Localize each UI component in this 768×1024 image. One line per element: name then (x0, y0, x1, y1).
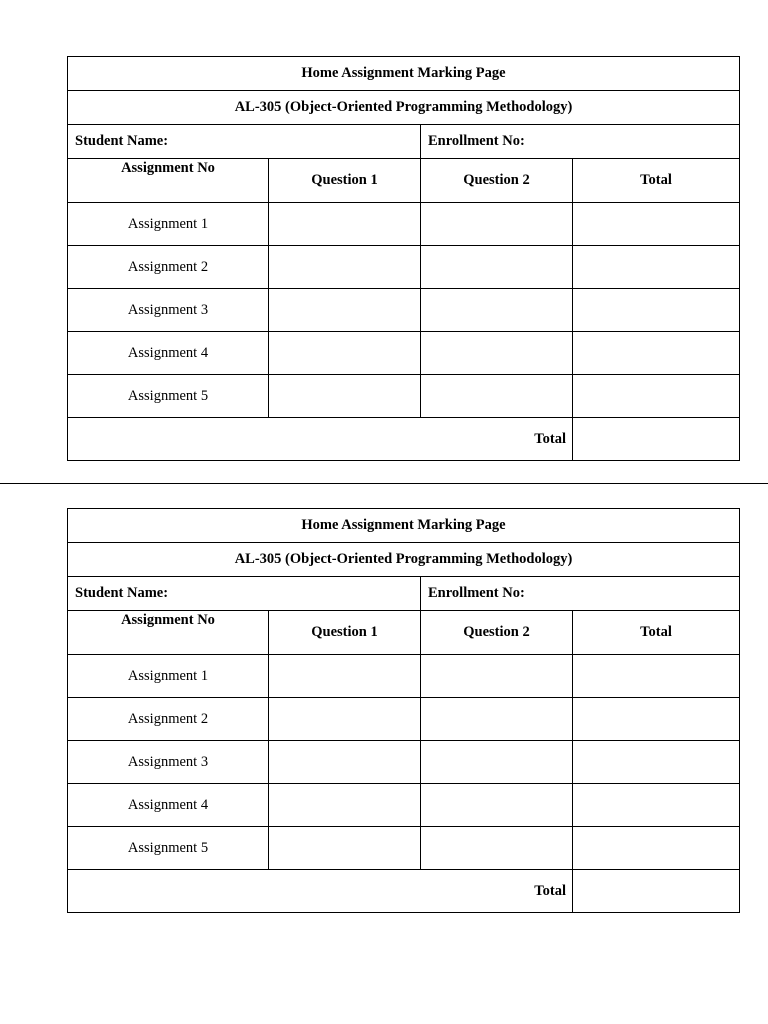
column-header-total: Total (573, 611, 740, 655)
question-2-mark-cell (421, 698, 573, 741)
table-row (68, 827, 740, 870)
question-1-mark-cell (269, 827, 421, 870)
marking-sheet-2 (67, 508, 739, 913)
table-row (68, 698, 740, 741)
total-mark-cell (573, 741, 740, 784)
column-header-assignment-no: Assignment No (68, 611, 269, 655)
question-1-mark-cell (269, 332, 421, 375)
question-1-mark-cell (269, 375, 421, 418)
total-mark-cell (573, 784, 740, 827)
course-title: AL-305 (Object-Oriented Programming Methodology) (68, 91, 740, 125)
question-1-mark-cell (269, 655, 421, 698)
assignment-label: Assignment 4 (68, 332, 269, 375)
column-header-question-1: Question 1 (269, 159, 421, 203)
question-2-mark-cell (421, 332, 573, 375)
assignment-label: Assignment 1 (68, 655, 269, 698)
column-header-question-1: Question 1 (269, 611, 421, 655)
grand-total-cell (573, 418, 740, 461)
assignment-label: Assignment 2 (68, 698, 269, 741)
total-mark-cell (573, 289, 740, 332)
table-row (68, 203, 740, 246)
question-2-mark-cell (421, 827, 573, 870)
enrollment-no-label: Enrollment No: (421, 577, 740, 611)
grand-total-label: Total (68, 418, 573, 461)
column-header-total: Total (573, 159, 740, 203)
total-mark-cell (573, 332, 740, 375)
student-name-label: Student Name: (68, 125, 421, 159)
table-row (68, 289, 740, 332)
assignment-label: Assignment 3 (68, 289, 269, 332)
question-1-mark-cell (269, 698, 421, 741)
question-2-mark-cell (421, 375, 573, 418)
assignment-label: Assignment 5 (68, 375, 269, 418)
table-row (68, 332, 740, 375)
column-header-question-2: Question 2 (421, 611, 573, 655)
grand-total-cell (573, 870, 740, 913)
question-1-mark-cell (269, 246, 421, 289)
assignment-label: Assignment 4 (68, 784, 269, 827)
page-title: Home Assignment Marking Page (68, 57, 740, 91)
enrollment-no-label: Enrollment No: (421, 125, 740, 159)
assignment-label: Assignment 3 (68, 741, 269, 784)
table-row (68, 784, 740, 827)
question-2-mark-cell (421, 246, 573, 289)
marking-sheet-1 (67, 56, 739, 461)
total-mark-cell (573, 655, 740, 698)
question-2-mark-cell (421, 655, 573, 698)
assignment-label: Assignment 5 (68, 827, 269, 870)
total-mark-cell (573, 698, 740, 741)
question-2-mark-cell (421, 741, 573, 784)
total-mark-cell (573, 827, 740, 870)
column-header-assignment-no: Assignment No (68, 159, 269, 203)
page-title: Home Assignment Marking Page (68, 509, 740, 543)
assignment-label: Assignment 1 (68, 203, 269, 246)
table-row (68, 246, 740, 289)
column-header-question-2: Question 2 (421, 159, 573, 203)
course-title: AL-305 (Object-Oriented Programming Methodology) (68, 543, 740, 577)
total-mark-cell (573, 246, 740, 289)
question-1-mark-cell (269, 203, 421, 246)
marking-table (67, 508, 740, 913)
assignment-label: Assignment 2 (68, 246, 269, 289)
question-1-mark-cell (269, 741, 421, 784)
total-mark-cell (573, 375, 740, 418)
question-1-mark-cell (269, 289, 421, 332)
total-mark-cell (573, 203, 740, 246)
question-2-mark-cell (421, 289, 573, 332)
student-name-label: Student Name: (68, 577, 421, 611)
table-row (68, 741, 740, 784)
cut-line-divider (0, 483, 768, 484)
question-1-mark-cell (269, 784, 421, 827)
marking-table (67, 56, 740, 461)
table-row (68, 655, 740, 698)
question-2-mark-cell (421, 784, 573, 827)
grand-total-label: Total (68, 870, 573, 913)
table-row (68, 375, 740, 418)
question-2-mark-cell (421, 203, 573, 246)
